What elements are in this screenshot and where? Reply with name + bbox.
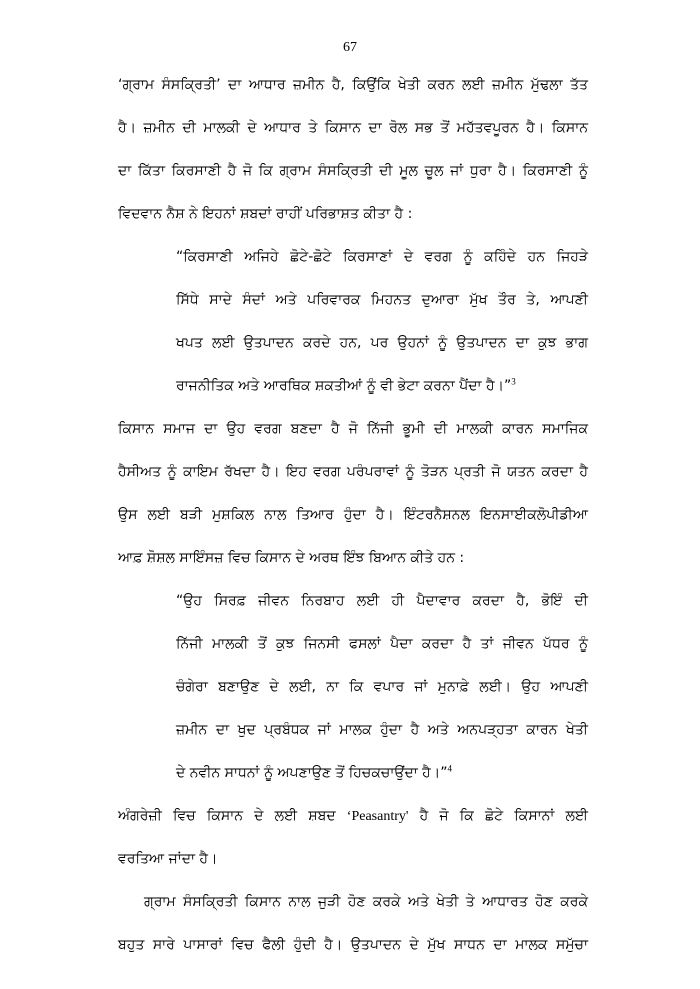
footnote-marker: 4 [447,763,452,774]
text-line: ਕਿਸਾਨ ਸਮਾਜ ਦਾ ਉਹ ਵਰਗ ਬਣਦਾ ਹੈ ਜੋ ਨਿੱਜੀ ਭੂਮੀ ਦੀ ਮਾਲਕੀ ਕਾਰਨ ਸਮਾਜਿਕ [118,421,588,437]
quote-line-final [176,763,588,783]
quote-line: “ਉਹ ਸਿਰਫ਼ ਜੀਵਨ ਨਿਰਬਾਹ ਲਈ ਹੀ ਪੈਦਾਵਾਰ ਕਰਦਾ ਹੈ, ਭੋਇੰ ਦੀ [176,593,588,609]
text-run: ਅੰਗਰੇਜ਼ੀ ਵਿਚ ਕਿਸਾਨ ਦੇ ਲਈ ਸ਼ਬਦ [118,808,336,824]
page-number: 67 [343,40,357,55]
footnote-marker: 3 [511,376,516,387]
text-line: ਉਸ ਲਈ ਬੜੀ ਮੁਸ਼ਕਿਲ ਨਾਲ ਤਿਆਰ ਹੁੰਦਾ ਹੈ। ਇੰਟਰਨੈਸ਼ਨਲ ਇਨਸਾਈਕਲੋਪੀਡੀਆ [118,507,588,523]
text-run: ਹੈ ਜੋ ਕਿ ਛੋਟੇ ਕਿਸਾਨਾਂ ਲਈ [419,808,589,824]
text-line: ਵਰਤਿਆ ਜਾਂਦਾ ਹੈ। [118,851,218,867]
text-line: ਬਹੁਤ ਸਾਰੇ ਪਾਸਾਰਾਂ ਵਿਚ ਫੈਲੀ ਹੁੰਦੀ ਹੈ। ਉਤਪਾਦਨ ਦੇ ਮੁੱਖ ਸਾਧਨ ਦਾ ਮਾਲਕ ਸਮੁੱਚਾ [118,937,588,953]
text-line: ‘ਗ੍ਰਾਮ ਸੰਸਕ੍ਰਿਤੀ’ ਦਾ ਆਧਾਰ ਜ਼ਮੀਨ ਹੈ, ਕਿਉਂਕਿ ਖੇਤੀ ਕਰਨ ਲਈ ਜ਼ਮੀਨ ਮੁੱਢਲਾ ਤੱਤ [118,77,588,93]
quote-line: ਸਿੱਧੇ ਸਾਦੇ ਸੰਦਾਂ ਅਤੇ ਪਰਿਵਾਰਕ ਮਿਹਨਤ ਦੁਆਰਾ ਮੁੱਖ ਤੌਰ ਤੇ, ਆਪਣੀ [176,292,588,308]
text-line: ਆਫ਼ ਸ਼ੋਸ਼ਲ ਸਾਇੰਸਜ਼ ਵਿਚ ਕਿਸਾਨ ਦੇ ਅਰਥ ਇੰਝ ਬਿਆਨ ਕੀਤੇ ਹਨ : [118,550,465,566]
text-line: ਗ੍ਰਾਮ ਸੰਸਕ੍ਰਿਤੀ ਕਿਸਾਨ ਨਾਲ ਜੁੜੀ ਹੋਣ ਕਰਕੇ ਅਤੇ ਖੇਤੀ ਤੇ ਆਧਾਰਤ ਹੋਣ ਕਰਕੇ [144,894,588,910]
quote-text: ਦੇ ਨਵੀਨ ਸਾਧਨਾਂ ਨੂੰ ਅਪਣਾਉਣ ਤੋਂ ਹਿਚਕਚਾਉਂਦਾ ਹੈ।” [176,765,448,781]
text-line: ਹੈ। ਜ਼ਮੀਨ ਦੀ ਮਾਲਕੀ ਦੇ ਆਧਾਰ ਤੇ ਕਿਸਾਨ ਦਾ ਰੋਲ ਸਭ ਤੋਂ ਮਹੱਤਵਪੂਰਨ ਹੈ। ਕਿਸਾਨ [118,120,588,136]
text-line: ਵਿਦਵਾਨ ਨੈਸ਼ ਨੇ ਇਹਨਾਂ ਸ਼ਬਦਾਂ ਰਾਹੀਂ ਪਰਿਭਾਸ਼ਤ ਕੀਤਾ ਹੈ : [118,206,413,222]
text-line: ਦਾ ਕਿੱਤਾ ਕਿਰਸਾਣੀ ਹੈ ਜੋ ਕਿ ਗ੍ਰਾਮ ਸੰਸਕ੍ਰਿਤੀ ਦੀ ਮੂਲ ਚੂਲ ਜਾਂ ਧੁਰਾ ਹੈ। ਕਿਰਸਾਣੀ ਨੂੰ [118,163,588,179]
quote-line: ਚੰਗੇਰਾ ਬਣਾਉਣ ਦੇ ਲਈ, ਨਾ ਕਿ ਵਪਾਰ ਜਾਂ ਮੁਨਾਫ਼ੇ ਲਈ। ਉਹ ਆਪਣੀ [176,679,588,695]
text-line: ਹੈਸੀਅਤ ਨੂੰ ਕਾਇਮ ਰੱਖਦਾ ਹੈ। ਇਹ ਵਰਗ ਪਰੰਪਰਾਵਾਂ ਨੂੰ ਤੋੜਨ ਪ੍ਰਤੀ ਜੋ ਯਤਨ ਕਰਦਾ ਹੈ [118,464,588,480]
quote-text: ਰਾਜਨੀਤਿਕ ਅਤੇ ਆਰਥਿਕ ਸ਼ਕਤੀਆਂ ਨੂੰ ਵੀ ਭੇਟਾ ਕਰਨਾ ਪੈਂਦਾ ਹੈ।” [176,378,512,394]
quote-line: “ਕਿਰਸਾਣੀ ਅਜਿਹੇ ਛੋਟੇ-ਛੋਟੇ ਕਿਰਸਾਣਾਂ ਦੇ ਵਰਗ ਨੂੰ ਕਹਿੰਦੇ ਹਨ ਜਿਹੜੇ [176,249,588,265]
quote-line: ਜ਼ਮੀਨ ਦਾ ਖੁਦ ਪ੍ਰਬੰਧਕ ਜਾਂ ਮਾਲਕ ਹੁੰਦਾ ਹੈ ਅਤੇ ਅਨਪੜ੍ਹਤਾ ਕਾਰਨ ਖੇਤੀ [176,722,588,738]
text-line [118,806,588,827]
quote-line: ਖਪਤ ਲਈ ਉਤਪਾਦਨ ਕਰਦੇ ਹਨ, ਪਰ ਉਹਨਾਂ ਨੂੰ ਉਤਪਾਦਨ ਦਾ ਕੁਝ ਭਾਗ [176,335,588,351]
quote-line: ਨਿੱਜੀ ਮਾਲਕੀ ਤੋਂ ਕੁਝ ਜਿਨਸੀ ਫਸਲਾਂ ਪੈਦਾ ਕਰਦਾ ਹੈ ਤਾਂ ਜੀਵਨ ਪੱਧਰ ਨੂੰ [176,636,588,652]
english-term: ‘Peasantry' [346,809,409,824]
quote-line-final [176,376,588,396]
